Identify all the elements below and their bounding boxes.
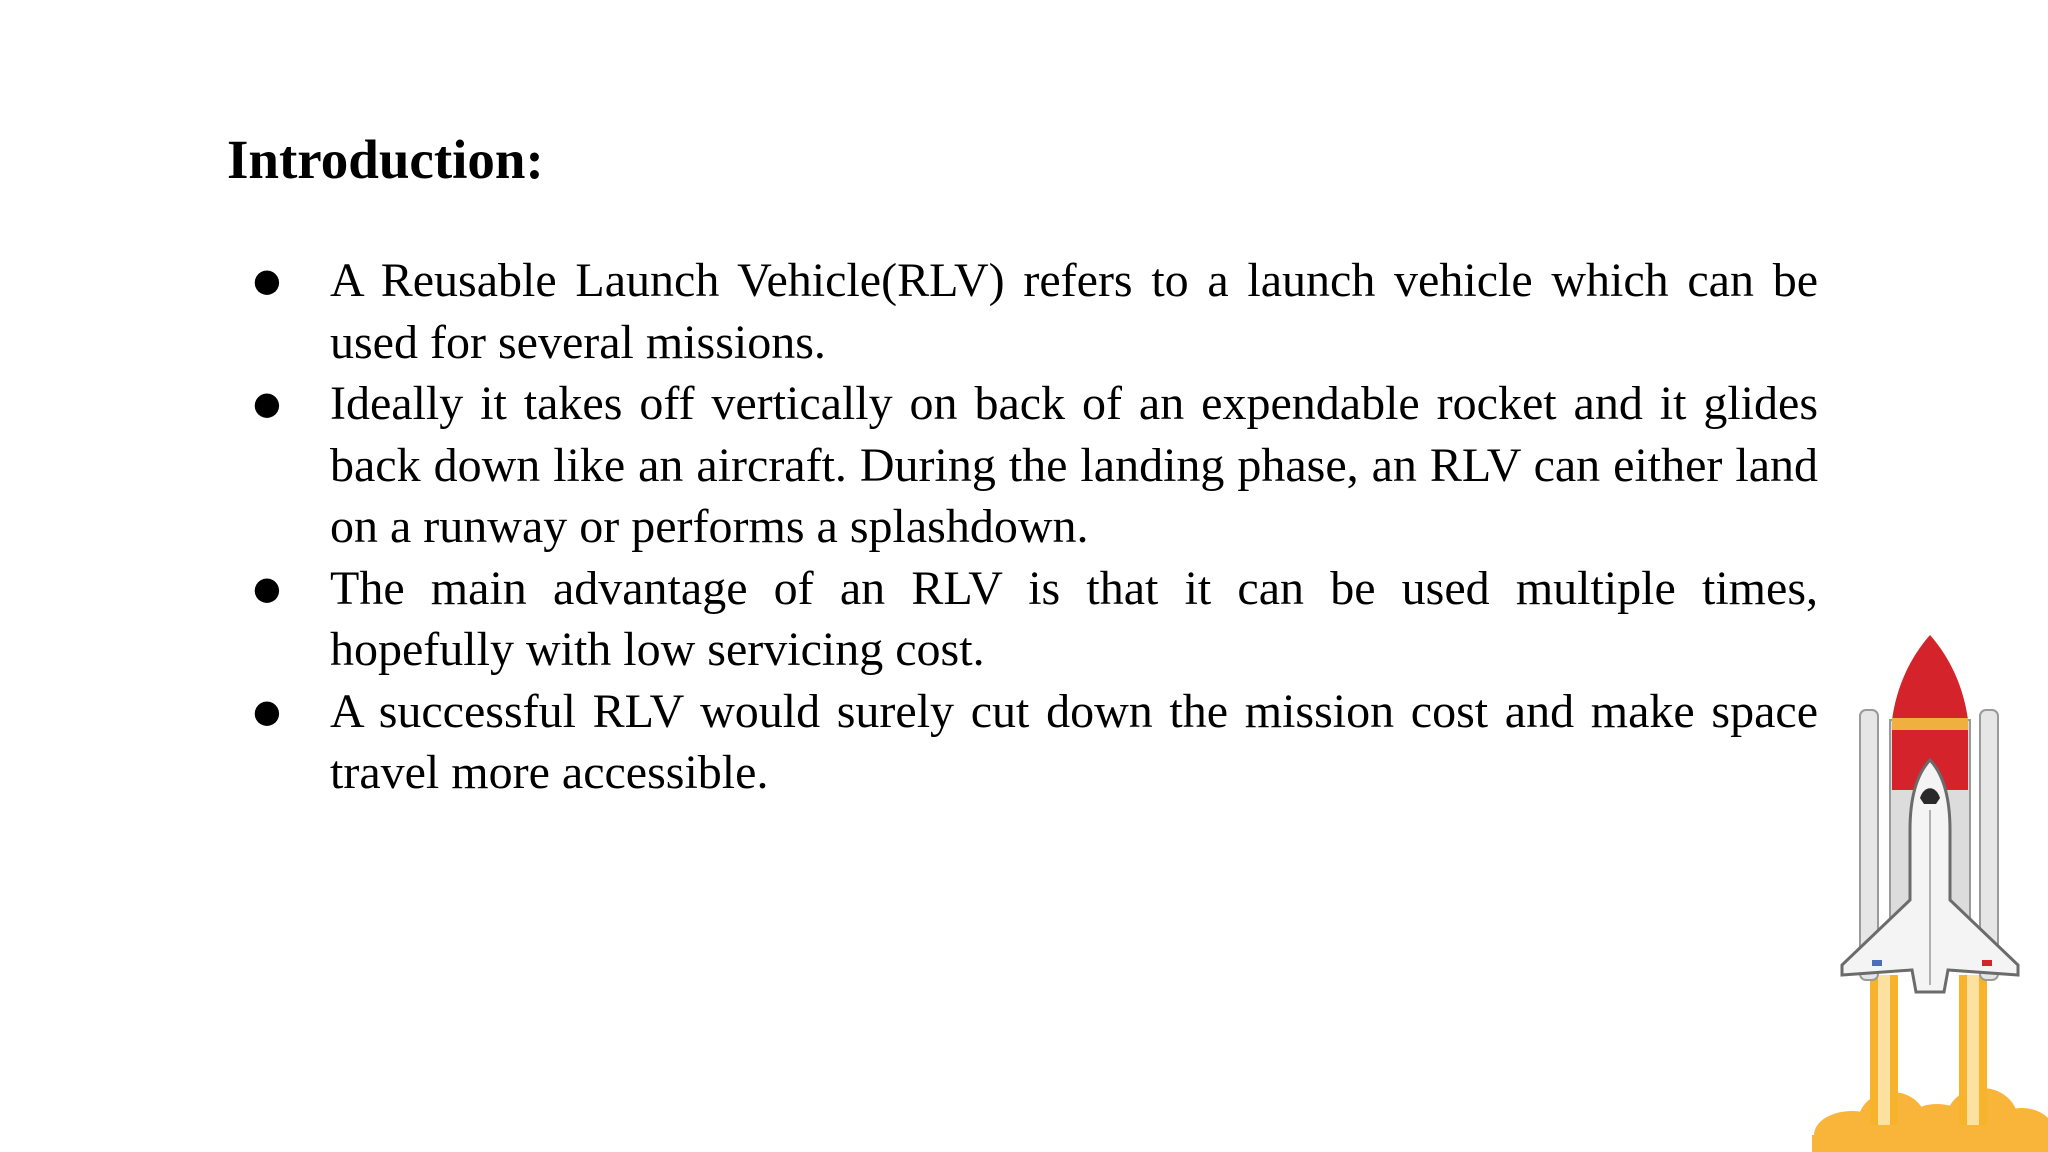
- bullet-text: A Reusable Launch Vehicle(RLV) refers to a launch vehicle which can be used for several missions.: [330, 254, 1818, 369]
- bullet-item: [250, 681, 1818, 804]
- bullet-text: A successful RLV would surely cut down the mission cost and make space travel more accessible.: [330, 684, 1818, 799]
- exhaust-flames: [1870, 975, 1987, 1125]
- smoke-cloud: [1812, 1088, 2048, 1152]
- bullet-text: The main advantage of an RLV is that it can be used multiple times, hopefully with low servicing cost.: [330, 561, 1818, 676]
- bullet-item: [250, 373, 1818, 558]
- bullet-dot-icon: ●: [253, 691, 281, 730]
- rocket-icon: [1812, 630, 2048, 1152]
- bullet-dot-icon: ●: [253, 568, 281, 607]
- bullet-item: [250, 250, 1818, 373]
- rocket-nose: [1892, 635, 1968, 720]
- bullet-text: Ideally it takes off vertically on back of an expendable rocket and it glides back down like an aircraft. During the landing phase, an RLV can either land on a runway or performs a splashdown.: [330, 377, 1818, 553]
- bullet-list: [250, 250, 1818, 804]
- bullet-dot-icon: ●: [253, 384, 281, 422]
- bullet-item: [250, 558, 1818, 681]
- slide-title: Introduction:: [227, 129, 544, 190]
- bullet-dot-icon: ●: [253, 261, 281, 299]
- rocket-band: [1892, 718, 1968, 730]
